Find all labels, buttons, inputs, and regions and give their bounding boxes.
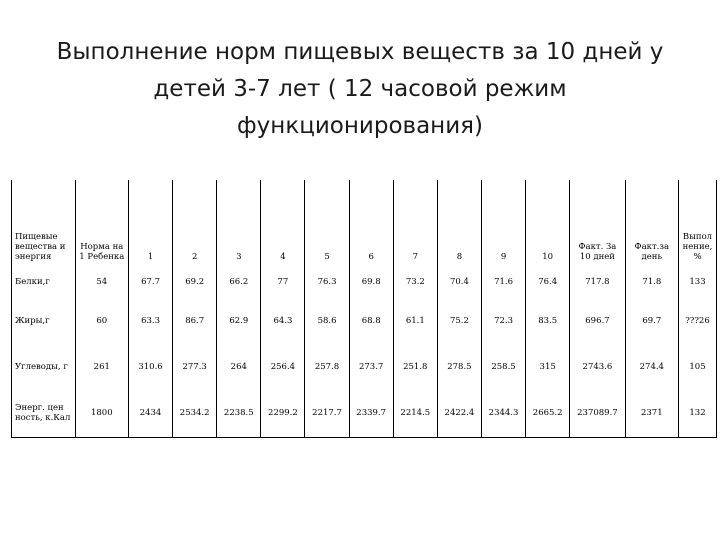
table-header-row — [12, 180, 717, 267]
table-cell: 69.7 — [625, 297, 678, 345]
table-cell: 315 — [526, 345, 570, 389]
table-cell: 83.5 — [526, 297, 570, 345]
table-cell: 277.3 — [173, 345, 217, 389]
table-cell: 258.5 — [481, 345, 525, 389]
table-cell: 76.3 — [305, 267, 349, 297]
table-cell: 64.3 — [261, 297, 305, 345]
page-title-line-3: функционирования) — [237, 113, 483, 139]
page-title-line-2: детей 3-7 лет ( 12 часовой режим — [153, 76, 567, 102]
table-row — [12, 297, 717, 345]
page-title-line-1: Выполнение норм пищевых веществ за 10 дней у — [56, 39, 664, 65]
header-day-1: 1 — [128, 180, 172, 267]
table-row — [12, 267, 717, 297]
table-cell: 66.2 — [217, 267, 261, 297]
table-cell: 237089.7 — [570, 389, 625, 438]
table-cell: 2238.5 — [217, 389, 261, 438]
table-cell: 132 — [678, 389, 716, 438]
table-cell: 2299.2 — [261, 389, 305, 438]
table-cell: 75.2 — [437, 297, 481, 345]
nutrient-norms-table — [11, 180, 717, 438]
table-cell: 2434 — [128, 389, 172, 438]
row-label: Энерг. цен ность, к.Кал — [12, 389, 76, 438]
header-completion: Выпол нение, % — [678, 180, 716, 267]
header-day-3: 3 — [217, 180, 261, 267]
table-cell: 696.7 — [570, 297, 625, 345]
table-cell: 2217.7 — [305, 389, 349, 438]
table-cell: 60 — [75, 297, 128, 345]
table-cell: 1800 — [75, 389, 128, 438]
header-nutrient: Пищевые вещества и энергия — [12, 180, 76, 267]
table-cell: 257.8 — [305, 345, 349, 389]
table-cell: 70.4 — [437, 267, 481, 297]
row-label: Жиры,г — [12, 297, 76, 345]
table-cell: 71.8 — [625, 267, 678, 297]
table-cell: 58.6 — [305, 297, 349, 345]
header-norm: Норма на 1 Ребенка — [75, 180, 128, 267]
table-cell: 86.7 — [173, 297, 217, 345]
header-day-10: 10 — [526, 180, 570, 267]
table-cell: 69.2 — [173, 267, 217, 297]
table-cell: 2422.4 — [437, 389, 481, 438]
table-cell: 54 — [75, 267, 128, 297]
table-cell: 71.6 — [481, 267, 525, 297]
table-cell: 69.8 — [349, 267, 393, 297]
table-cell: 310.6 — [128, 345, 172, 389]
header-day-7: 7 — [393, 180, 437, 267]
header-day-5: 5 — [305, 180, 349, 267]
table-cell: 717.8 — [570, 267, 625, 297]
header-day-9: 9 — [481, 180, 525, 267]
table-cell: 105 — [678, 345, 716, 389]
table-cell: 76.4 — [526, 267, 570, 297]
header-day-6: 6 — [349, 180, 393, 267]
table-cell: 61.1 — [393, 297, 437, 345]
table-cell: 256.4 — [261, 345, 305, 389]
table-cell: 72.3 — [481, 297, 525, 345]
table-cell: 2344.3 — [481, 389, 525, 438]
table-cell: 77 — [261, 267, 305, 297]
header-day-2: 2 — [173, 180, 217, 267]
header-fact-10-days: Факт. За 10 дней — [570, 180, 625, 267]
table-cell: 278.5 — [437, 345, 481, 389]
row-label: Углеводы, г — [12, 345, 76, 389]
table-cell: 68.8 — [349, 297, 393, 345]
table-cell: 2371 — [625, 389, 678, 438]
page-title — [40, 34, 680, 145]
table-cell: 62.9 — [217, 297, 261, 345]
table-cell: 264 — [217, 345, 261, 389]
table-row — [12, 345, 717, 389]
table-cell: 2339.7 — [349, 389, 393, 438]
table-cell: 73.2 — [393, 267, 437, 297]
table-row — [12, 389, 717, 438]
table-cell: 2534.2 — [173, 389, 217, 438]
table-cell: 261 — [75, 345, 128, 389]
table-cell: 251.8 — [393, 345, 437, 389]
table-cell: 63.3 — [128, 297, 172, 345]
table-cell: 273.7 — [349, 345, 393, 389]
table-cell: 274.4 — [625, 345, 678, 389]
header-day-4: 4 — [261, 180, 305, 267]
row-label: Белки,г — [12, 267, 76, 297]
table-cell: 2665.2 — [526, 389, 570, 438]
table-cell: 133 — [678, 267, 716, 297]
table-cell: 67.7 — [128, 267, 172, 297]
table-cell: 2214.5 — [393, 389, 437, 438]
header-fact-per-day: Факт.за день — [625, 180, 678, 267]
header-day-8: 8 — [437, 180, 481, 267]
table-cell: 2743.6 — [570, 345, 625, 389]
table-cell: ???26 — [678, 297, 716, 345]
